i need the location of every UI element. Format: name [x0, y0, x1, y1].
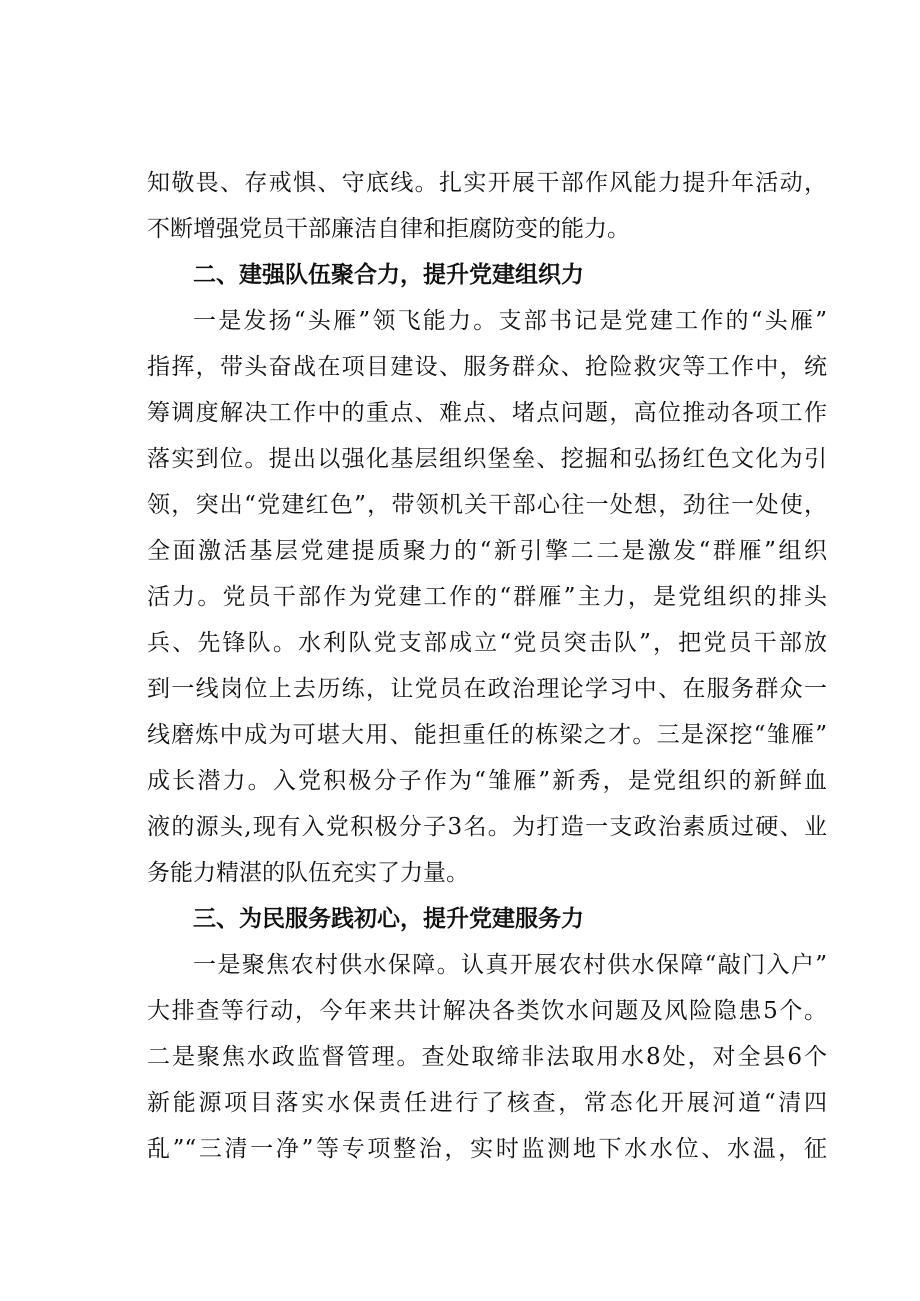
paragraph-line: 成长潜力。入党积极分子作为“雏雁”新秀，是党组织的新鲜血 [147, 768, 827, 794]
paragraph-line: 筹调度解决工作中的重点、难点、堵点问题，高位推动各项工作 [147, 400, 827, 426]
paragraph-line: 知敬畏、存戒惧、守底线。扎实开展干部作风能力提升年活动， [147, 170, 827, 196]
paragraph-line: 乱”“三清一净”等专项整治，实时监测地下水水位、水温，征 [147, 1136, 827, 1162]
paragraph-line: 指挥，带头奋战在项目建设、服务群众、抢险救灾等工作中，统 [147, 354, 827, 380]
paragraph-line: 二是聚焦水政监督管理。查处取缔非法取用水8处，对全县6个 [147, 1044, 827, 1070]
paragraph-line: 线磨炼中成为可堪大用、能担重任的栋梁之才。三是深挖“雏雁” [147, 722, 827, 748]
paragraph-line: 领，突出“党建红色”，带领机关干部心往一处想，劲往一处使， [147, 492, 827, 518]
paragraph-line: 一是发扬“头雁”领飞能力。支部书记是党建工作的“头雁” [193, 308, 827, 334]
paragraph-line: 务能力精湛的队伍充实了力量。 [147, 860, 469, 886]
paragraph-line: 到一线岗位上去历练，让党员在政治理论学习中、在服务群众一 [147, 676, 827, 702]
paragraph-line: 一是聚焦农村供水保障。认真开展农村供水保障“敲门入户” [193, 952, 827, 978]
section-heading: 二、建强队伍聚合力，提升党建组织力 [193, 262, 584, 288]
paragraph-line: 大排查等行动，今年来共计解决各类饮水问题及风险隐患5个。 [147, 998, 827, 1024]
paragraph-line: 液的源头,现有入党积极分子3名。为打造一支政治素质过硬、业 [147, 814, 827, 840]
paragraph-line: 活力。党员干部作为党建工作的“群雁”主力，是党组织的排头 [147, 584, 827, 610]
paragraph-line: 不断增强党员干部廉洁自律和拒腐防变的能力。 [147, 216, 630, 242]
section-heading: 三、为民服务践初心，提升党建服务力 [193, 906, 584, 932]
paragraph-line: 全面激活基层党建提质聚力的“新引擎二二是激发“群雁”组织 [147, 538, 827, 564]
paragraph-line: 落实到位。提出以强化基层组织堡垒、挖掘和弘扬红色文化为引 [147, 446, 827, 472]
paragraph-line: 新能源项目落实水保责任进行了核查，常态化开展河道“清四 [147, 1090, 827, 1116]
paragraph-line: 兵、先锋队。水利队党支部成立“党员突击队”，把党员干部放 [147, 630, 827, 656]
document-body [147, 160, 827, 1172]
